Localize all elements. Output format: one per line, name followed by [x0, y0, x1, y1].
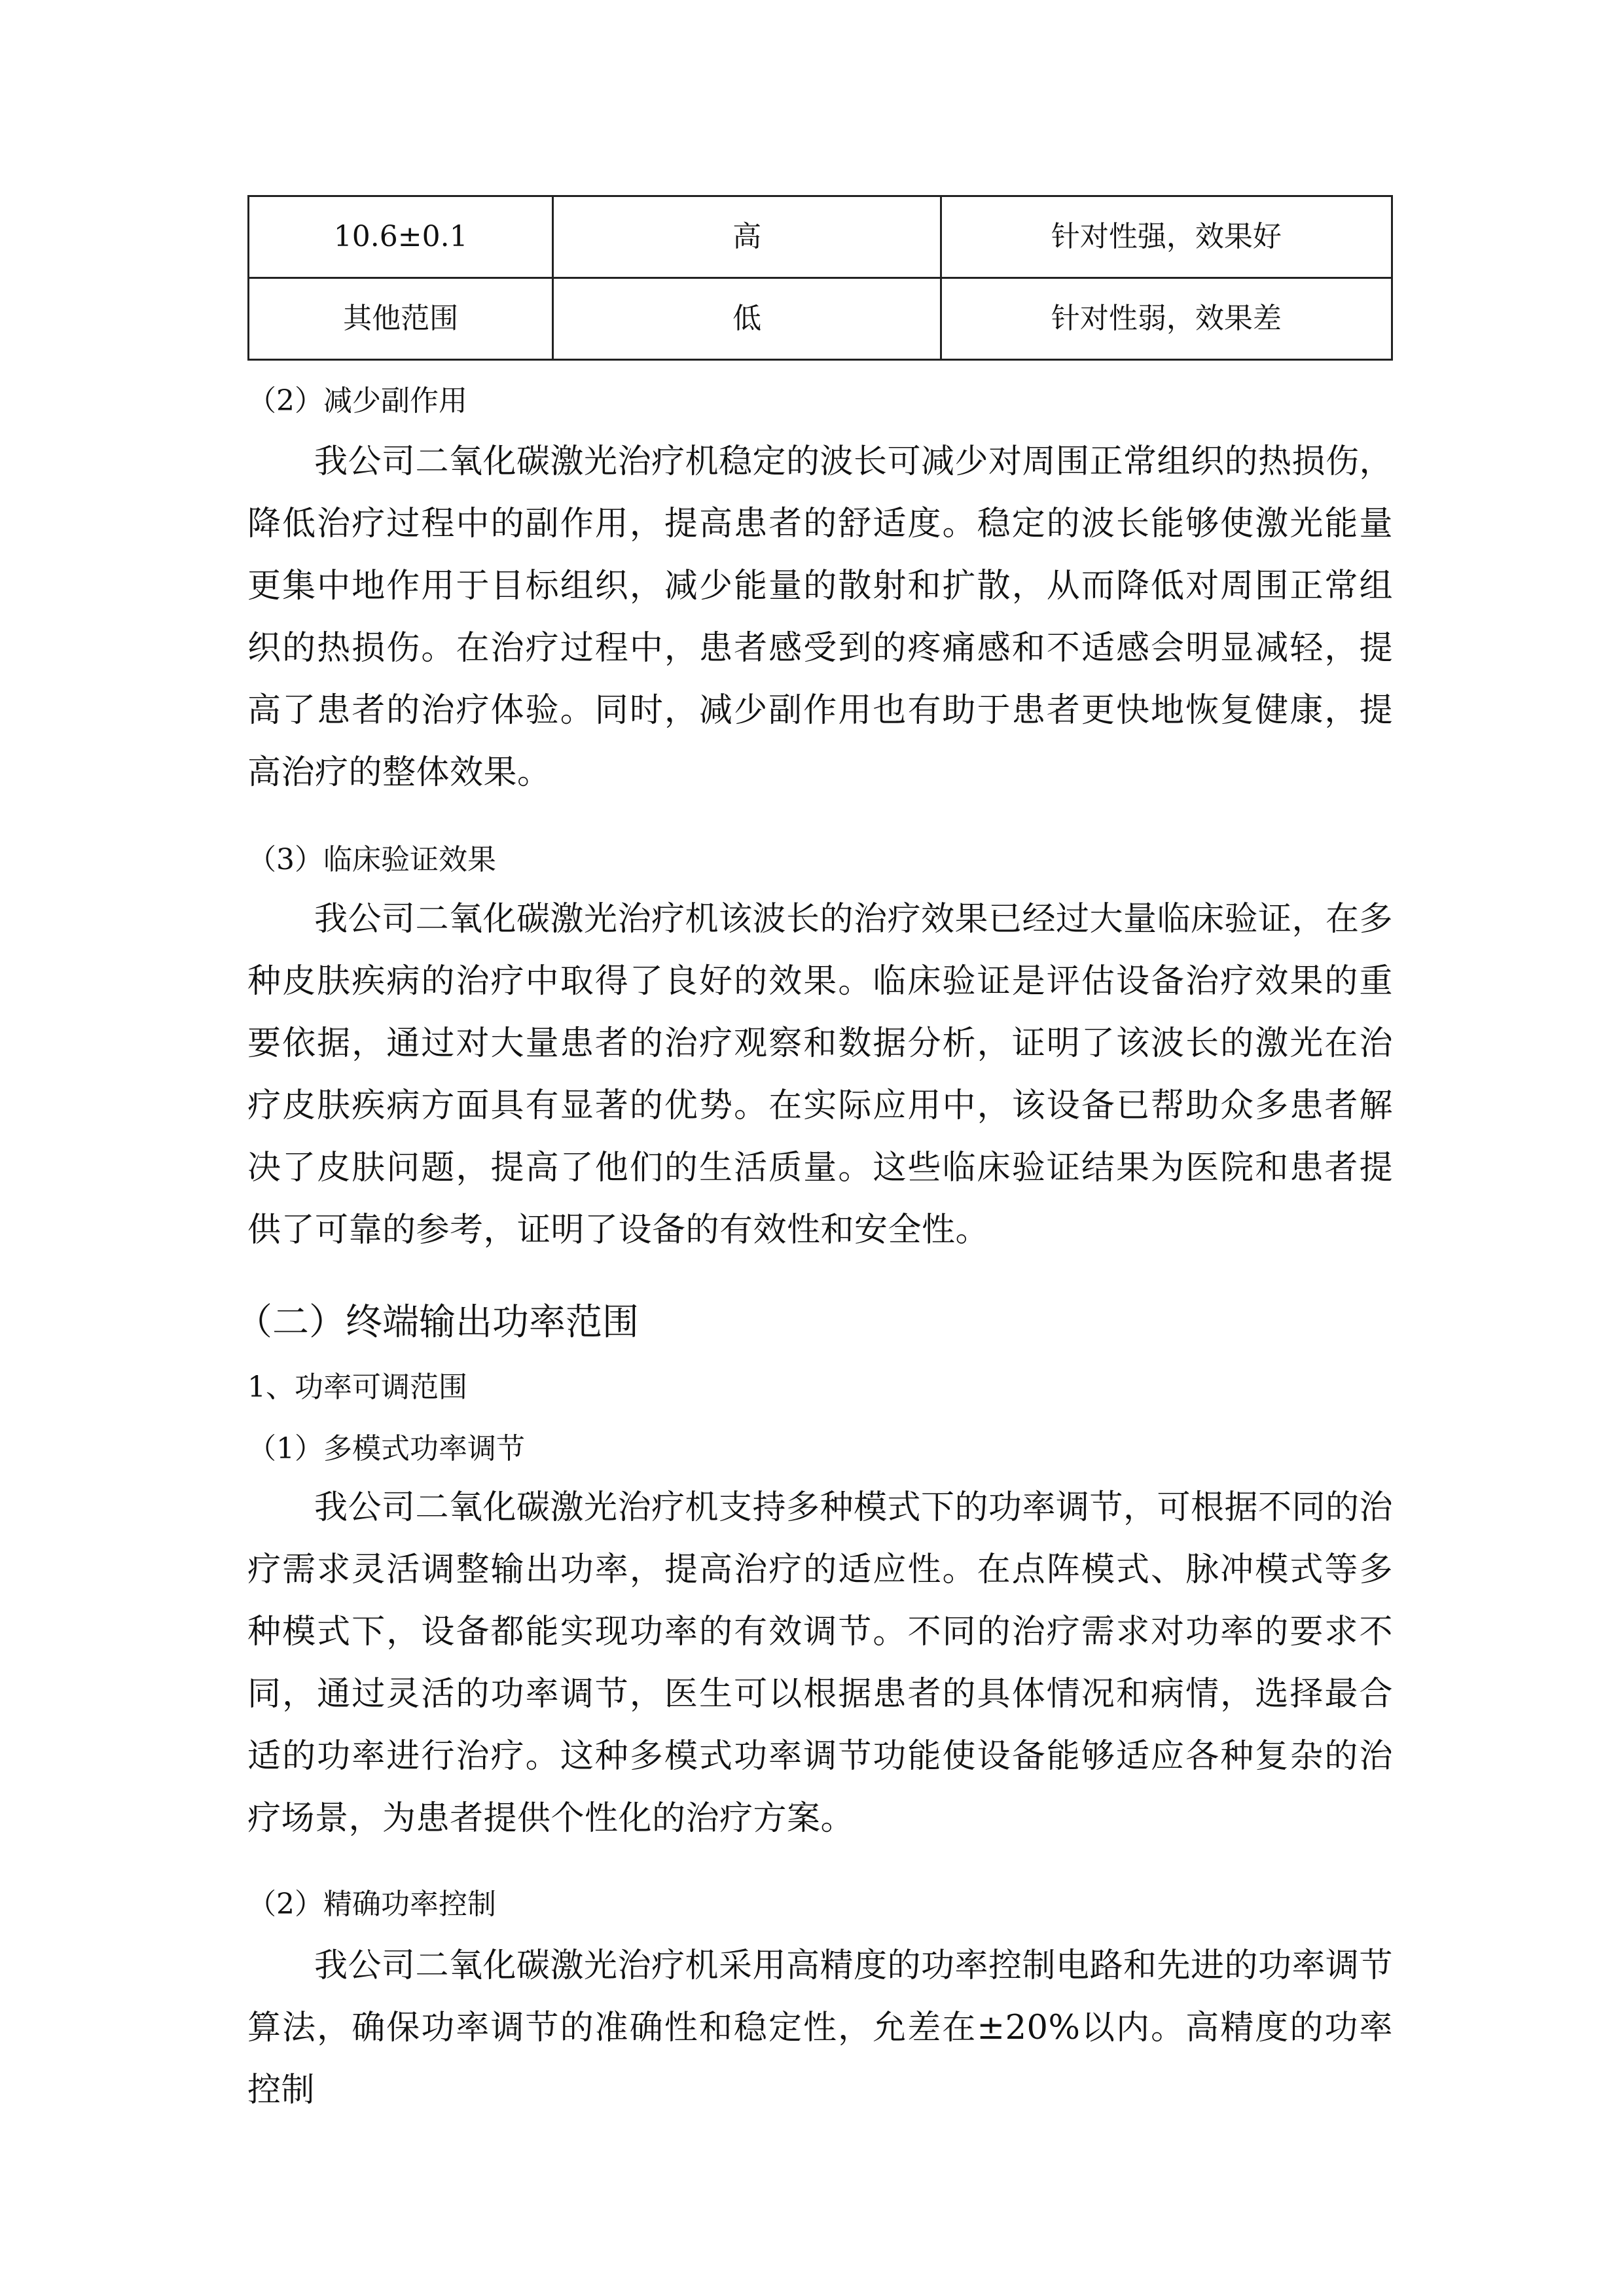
- section-heading-precise-power: （2）精确功率控制: [247, 1888, 496, 1921]
- table-cell: 针对性弱，效果差: [941, 278, 1392, 360]
- paragraph-multimode-power: 我公司二氧化碳激光治疗机支持多种模式下的功率调节，可根据不同的治疗需求灵活调整输出功率，提高治疗的适应性。在点阵模式、脉冲模式等多种模式下，设备都能实现功率的有效调节。不同的治疗需求对功率的要求不同，通过灵活的功率调节，医生可以根据患者的具体情况和病情，选择最合适的功率进行治疗。这种多模式功率调节功能使设备能够适应各种复杂的治疗场景，为患者提供个性化的治疗方案。: [247, 1488, 1394, 1838]
- paragraph-reduce-side-effects: 我公司二氧化碳激光治疗机稳定的波长可减少对周围正常组织的热损伤，降低治疗过程中的副作用，提高患者的舒适度。稳定的波长能够使激光能量更集中地作用于目标组织，减少能量的散射和扩散，从而降低对周围正常组织的热损伤。在治疗过程中，患者感受到的疼痛感和不适感会明显减轻，提高了患者的治疗体验。同时，减少副作用也有助于患者更快地恢复健康，提高治疗的整体效果。: [247, 442, 1394, 792]
- table-row: [249, 196, 1392, 278]
- chapter-heading-output-power: （二）终端输出功率范围: [236, 1301, 639, 1344]
- section-heading-reduce-side-effects: （2）减少副作用: [247, 384, 467, 418]
- paragraph-clinical-verification: 我公司二氧化碳激光治疗机该波长的治疗效果已经过大量临床验证，在多种皮肤疾病的治疗中取得了良好的效果。临床验证是评估设备治疗效果的重要依据，通过对大量患者的治疗观察和数据分析，证明了该波长的激光在治疗皮肤疾病方面具有显著的优势。在实际应用中，该设备已帮助众多患者解决了皮肤问题，提高了他们的生活质量。这些临床验证结果为医院和患者提供了可靠的参考，证明了设备的有效性和安全性。: [247, 900, 1394, 1249]
- table-cell: 高: [553, 196, 941, 278]
- table-cell: 针对性强，效果好: [941, 196, 1392, 278]
- section-heading-multimode-power: （1）多模式功率调节: [247, 1432, 525, 1465]
- paragraph-precise-power: 我公司二氧化碳激光治疗机采用高精度的功率控制电路和先进的功率调节算法，确保功率调节的准确性和稳定性，允差在±20%以内。高精度的功率控制: [247, 1946, 1394, 2109]
- table-cell: 低: [553, 278, 941, 360]
- wavelength-effect-table: [247, 195, 1393, 361]
- table-cell: 其他范围: [249, 278, 553, 360]
- table-cell: 10.6±0.1: [249, 196, 553, 278]
- section-heading-clinical-verification: （3）临床验证效果: [247, 843, 496, 876]
- subheading-power-range: 1、功率可调范围: [247, 1371, 467, 1404]
- table-row: [249, 278, 1392, 360]
